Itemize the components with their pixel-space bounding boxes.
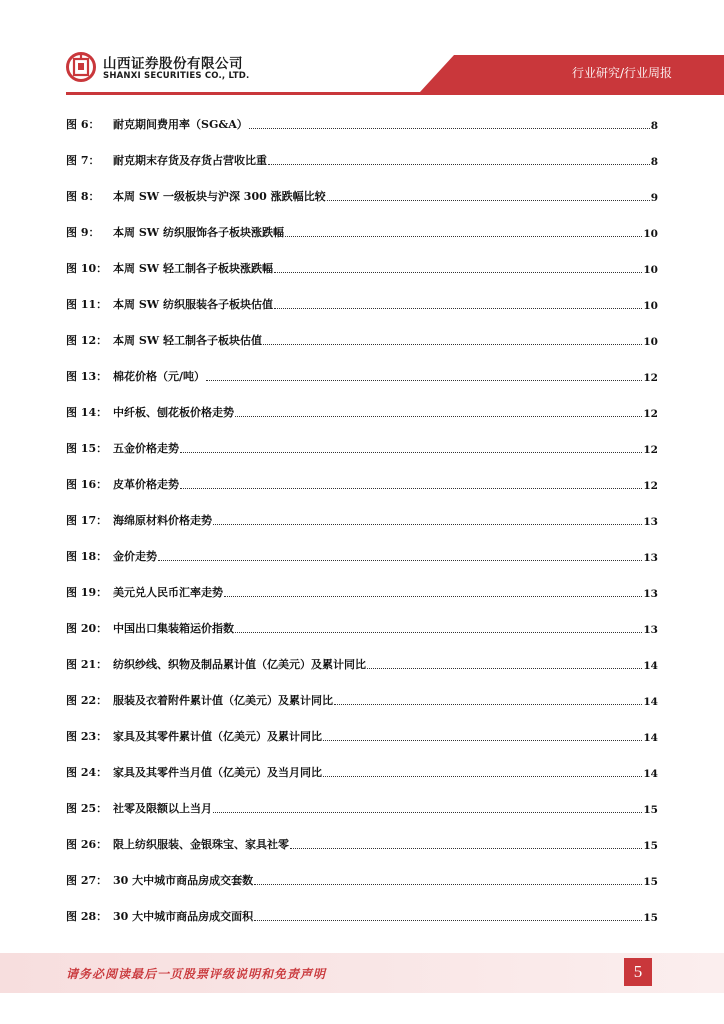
toc-page-number: 12 bbox=[643, 480, 658, 492]
toc-figure-title: 海绵原材料价格走势 bbox=[113, 514, 212, 527]
toc-dot-leader bbox=[254, 920, 642, 921]
toc-row[interactable] bbox=[66, 616, 658, 636]
toc-dot-leader bbox=[158, 560, 642, 561]
toc-dot-leader bbox=[206, 380, 642, 381]
toc-page-number: 8 bbox=[650, 156, 658, 168]
toc-figure-number: 图 9： bbox=[66, 226, 100, 239]
toc-figure-title: 皮革价格走势 bbox=[113, 478, 179, 491]
toc-figure-title: 美元兑人民币汇率走势 bbox=[113, 586, 223, 599]
toc-figure-number: 图 27： bbox=[66, 874, 108, 887]
toc-figure-title: 服装及衣着附件累计值（亿美元）及累计同比 bbox=[113, 694, 333, 707]
toc-page-number: 14 bbox=[643, 732, 658, 744]
toc-figure-title: 金价走势 bbox=[113, 550, 157, 563]
toc-page-number: 15 bbox=[643, 876, 658, 888]
toc-figure-number: 图 28： bbox=[66, 910, 108, 923]
toc-figure-number: 图 15： bbox=[66, 442, 108, 455]
toc-row[interactable] bbox=[66, 112, 658, 132]
toc-row[interactable] bbox=[66, 796, 658, 816]
toc-dot-leader bbox=[323, 740, 642, 741]
toc-dot-leader bbox=[274, 308, 642, 309]
toc-page-number: 9 bbox=[650, 192, 658, 204]
toc-figure-title: 中国出口集装箱运价指数 bbox=[113, 622, 234, 635]
header-divider bbox=[66, 92, 724, 95]
toc-figure-title: 社零及限额以上当月 bbox=[113, 802, 212, 815]
toc-row[interactable] bbox=[66, 148, 658, 168]
company-name-en: SHANXI SECURITIES CO., LTD. bbox=[103, 71, 250, 81]
toc-figure-title: 30 大中城市商品房成交面积 bbox=[113, 910, 254, 923]
toc-page-number: 14 bbox=[643, 768, 658, 780]
toc-page-number: 10 bbox=[643, 264, 658, 276]
toc-figure-number: 图 8： bbox=[66, 190, 100, 203]
toc-row[interactable] bbox=[66, 292, 658, 312]
page-header bbox=[0, 0, 724, 100]
toc-dot-leader bbox=[274, 272, 642, 273]
toc-dot-leader bbox=[290, 848, 642, 849]
toc-page-number: 13 bbox=[643, 624, 658, 636]
toc-figure-title: 本周 SW 一级板块与沪深 300 涨跌幅比较 bbox=[113, 190, 326, 203]
toc-dot-leader bbox=[285, 236, 642, 237]
toc-dot-leader bbox=[323, 776, 642, 777]
toc-page-number: 13 bbox=[643, 588, 658, 600]
toc-dot-leader bbox=[254, 884, 642, 885]
toc-figure-title: 中纤板、刨花板价格走势 bbox=[113, 406, 234, 419]
toc-figure-number: 图 20： bbox=[66, 622, 108, 635]
toc-row[interactable] bbox=[66, 544, 658, 564]
shanxi-securities-logo-icon bbox=[66, 52, 96, 82]
toc-page-number: 15 bbox=[643, 804, 658, 816]
toc-figure-title: 纺织纱线、织物及制品累计值（亿美元）及累计同比 bbox=[113, 658, 366, 671]
toc-row[interactable] bbox=[66, 580, 658, 600]
toc-page-number: 10 bbox=[643, 228, 658, 240]
toc-page-number: 15 bbox=[643, 912, 658, 924]
toc-figure-title: 耐克期末存货及存货占营收比重 bbox=[113, 154, 267, 167]
toc-figure-title: 家具及其零件当月值（亿美元）及当月同比 bbox=[113, 766, 322, 779]
toc-dot-leader bbox=[213, 524, 642, 525]
toc-figure-number: 图 22： bbox=[66, 694, 108, 707]
toc-figure-title: 30 大中城市商品房成交套数 bbox=[113, 874, 254, 887]
toc-figure-number: 图 16： bbox=[66, 478, 108, 491]
toc-page-number: 14 bbox=[643, 696, 658, 708]
toc-figure-title: 棉花价格（元/吨） bbox=[113, 370, 206, 383]
toc-dot-leader bbox=[327, 200, 650, 201]
toc-row[interactable] bbox=[66, 184, 658, 204]
toc-page-number: 12 bbox=[643, 408, 658, 420]
toc-figure-title: 本周 SW 纺织服饰各子板块涨跌幅 bbox=[113, 226, 284, 239]
toc-dot-leader bbox=[180, 452, 642, 453]
toc-figure-title: 本周 SW 轻工制各子板块估值 bbox=[113, 334, 262, 347]
toc-figure-number: 图 13： bbox=[66, 370, 108, 383]
toc-dot-leader bbox=[224, 596, 642, 597]
toc-figure-number: 图 18： bbox=[66, 550, 108, 563]
toc-row[interactable] bbox=[66, 760, 658, 780]
report-category: 行业研究/行业周报 bbox=[571, 66, 672, 80]
toc-page-number: 10 bbox=[643, 300, 658, 312]
toc-row[interactable] bbox=[66, 724, 658, 744]
toc-row[interactable] bbox=[66, 220, 658, 240]
toc-figure-number: 图 11： bbox=[66, 298, 108, 311]
toc-dot-leader bbox=[235, 632, 642, 633]
toc-page-number: 8 bbox=[650, 120, 658, 132]
toc-figure-number: 图 19： bbox=[66, 586, 108, 599]
toc-figure-number: 图 24： bbox=[66, 766, 108, 779]
toc-dot-leader bbox=[268, 164, 650, 165]
toc-figure-title: 限上纺织服装、金银珠宝、家具社零 bbox=[113, 838, 289, 851]
disclaimer-text: 请务必阅读最后一页股票评级说明和免责声明 bbox=[66, 967, 327, 981]
toc-figure-title: 本周 SW 纺织服装各子板块估值 bbox=[113, 298, 273, 311]
toc-row[interactable] bbox=[66, 832, 658, 852]
toc-figure-title: 本周 SW 轻工制各子板块涨跌幅 bbox=[113, 262, 273, 275]
toc-row[interactable] bbox=[66, 400, 658, 420]
toc-figure-number: 图 7： bbox=[66, 154, 100, 167]
toc-dot-leader bbox=[367, 668, 642, 669]
toc-figure-number: 图 12： bbox=[66, 334, 108, 347]
toc-figure-number: 图 6： bbox=[66, 118, 100, 131]
toc-row[interactable] bbox=[66, 256, 658, 276]
toc-row[interactable] bbox=[66, 472, 658, 492]
toc-page-number: 15 bbox=[643, 840, 658, 852]
toc-page-number: 12 bbox=[643, 444, 658, 456]
toc-dot-leader bbox=[180, 488, 642, 489]
company-name-cn: 山西证券股份有限公司 bbox=[103, 56, 243, 72]
toc-figure-number: 图 23： bbox=[66, 730, 108, 743]
toc-page-number: 13 bbox=[643, 552, 658, 564]
toc-page-number: 10 bbox=[643, 336, 658, 348]
toc-page-number: 14 bbox=[643, 660, 658, 672]
toc-row[interactable] bbox=[66, 904, 658, 924]
toc-figure-title: 家具及其零件累计值（亿美元）及累计同比 bbox=[113, 730, 322, 743]
toc-figure-number: 图 26： bbox=[66, 838, 108, 851]
toc-dot-leader bbox=[334, 704, 642, 705]
toc-row[interactable] bbox=[66, 688, 658, 708]
toc-dot-leader bbox=[263, 344, 642, 345]
toc-row[interactable] bbox=[66, 508, 658, 528]
toc-row[interactable] bbox=[66, 328, 658, 348]
toc-row[interactable] bbox=[66, 364, 658, 384]
toc-dot-leader bbox=[213, 812, 642, 813]
toc-figure-number: 图 21： bbox=[66, 658, 108, 671]
toc-dot-leader bbox=[249, 128, 650, 129]
toc-row[interactable] bbox=[66, 868, 658, 888]
toc-dot-leader bbox=[235, 416, 642, 417]
toc-page-number: 12 bbox=[643, 372, 658, 384]
page-number: 5 bbox=[624, 958, 652, 986]
toc-figure-number: 图 17： bbox=[66, 514, 108, 527]
toc-figure-title: 五金价格走势 bbox=[113, 442, 179, 455]
toc-figure-number: 图 10： bbox=[66, 262, 108, 275]
toc-row[interactable] bbox=[66, 436, 658, 456]
toc-figure-title: 耐克期间费用率（SG&A） bbox=[113, 118, 248, 131]
toc-figure-number: 图 14： bbox=[66, 406, 108, 419]
toc-row[interactable] bbox=[66, 652, 658, 672]
toc-figure-number: 图 25： bbox=[66, 802, 108, 815]
toc-page-number: 13 bbox=[643, 516, 658, 528]
